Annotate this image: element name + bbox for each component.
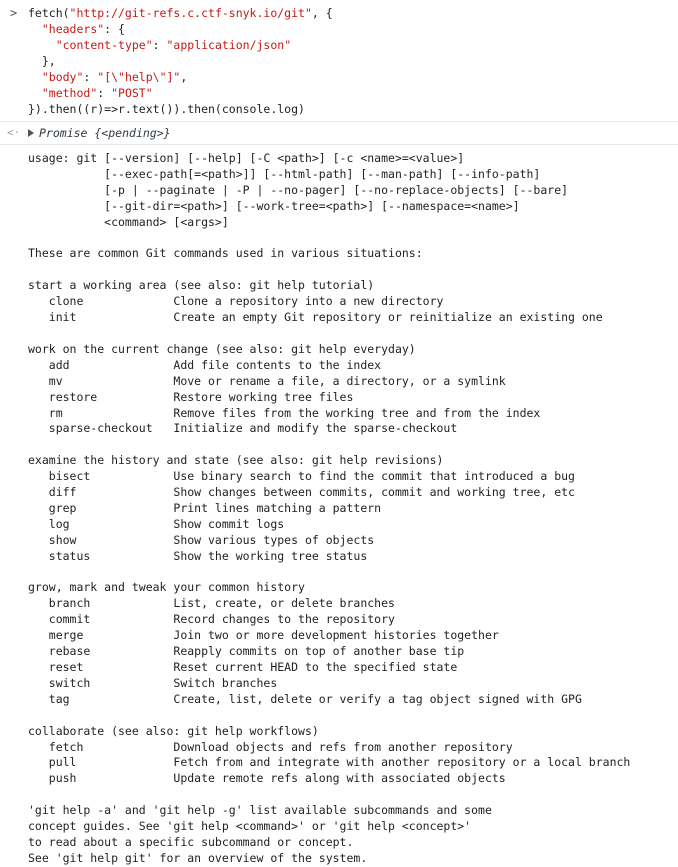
code-line: "body": "[\"help\"]", <box>41 70 188 84</box>
code-token: "POST" <box>111 86 153 100</box>
git-help-output: usage: git [--version] [--help] [-C <path>] [-c <name>=<value>] [--exec-path[=<path>]] [--html-path] [--man-path] [--info-path] [-p | --paginate | -P | --no-pager] [--no-replace-objects] [--bare] [--git-dir=<path>] [--work-tree=<path>] [--namespace=<name>] <command> [<args>] These are common Git commands used in various situations: start a working area (see also: git help tutorial) clone Clone a repository into a new directory init Create an empty Git repository or reinitialize an existing one work on the current change (see also: git help everyday) add Add file contents to the index mv Move or rename a file, a directory, or a symlink restore Restore working tree files rm Remove files from the working tree and from the index sparse-checkout Initialize and modify the sparse-checkout examine the history and state (see also: git help revisions) bisect Use binary search to find the commit that introduced a bug diff Show changes between commits, commit and working tree, etc grep Print lines matching a pattern log Show commit logs show Show various types of objects status Show the working tree status grow, mark and tweak your common history branch List, create, or delete branches commit Record changes to the repository merge Join two or more development histories together rebase Reapply commits on top of another base tip reset Reset current HEAD to the specified state switch Switch branches tag Create, list, delete or verify a tag object signed with GPG collaborate (see also: git help workflows) fetch Download objects and refs from another repository pull Fetch from and integrate with another repository or a local branch push Update remote refs along with associated objects 'git help -a' and 'git help -g' list available subcommands and some concept guides. See 'git help <command>' or 'git help <concept>' to read about a specific subcommand or concept. See 'git help git' for an overview of the system. <box>28 151 631 865</box>
code-token: "application/json" <box>166 38 292 52</box>
return-arrow-icon: <· <box>7 126 21 139</box>
code-token: "method" <box>41 86 98 100</box>
code-line: fetch("http://git-refs.c.ctf-snyk.io/git", { <box>28 6 333 20</box>
code-token: "[\"help\"]" <box>97 70 181 84</box>
console-log-output <box>0 145 678 867</box>
code-token: "content-type" <box>55 38 153 52</box>
console-input-entry[interactable] <box>0 0 678 122</box>
code-line: }, <box>28 54 56 68</box>
code-line: "headers": { <box>41 22 125 36</box>
code-line: }).then((r)=>r.text()).then(console.log) <box>28 102 305 116</box>
chevron-right-icon: > <box>10 6 18 20</box>
code-line: "content-type": "application/json" <box>55 38 292 52</box>
promise-value: {<pending>} <box>94 126 171 140</box>
code-token: "headers" <box>41 22 105 36</box>
promise-label: Promise <box>39 126 88 140</box>
code-line: "method": "POST" <box>41 86 153 100</box>
code-token: "http://git-refs.c.ctf-snyk.io/git" <box>69 6 312 20</box>
expand-triangle-icon[interactable] <box>28 129 34 137</box>
console-result-row[interactable] <box>0 122 678 145</box>
code-token: "body" <box>41 70 84 84</box>
